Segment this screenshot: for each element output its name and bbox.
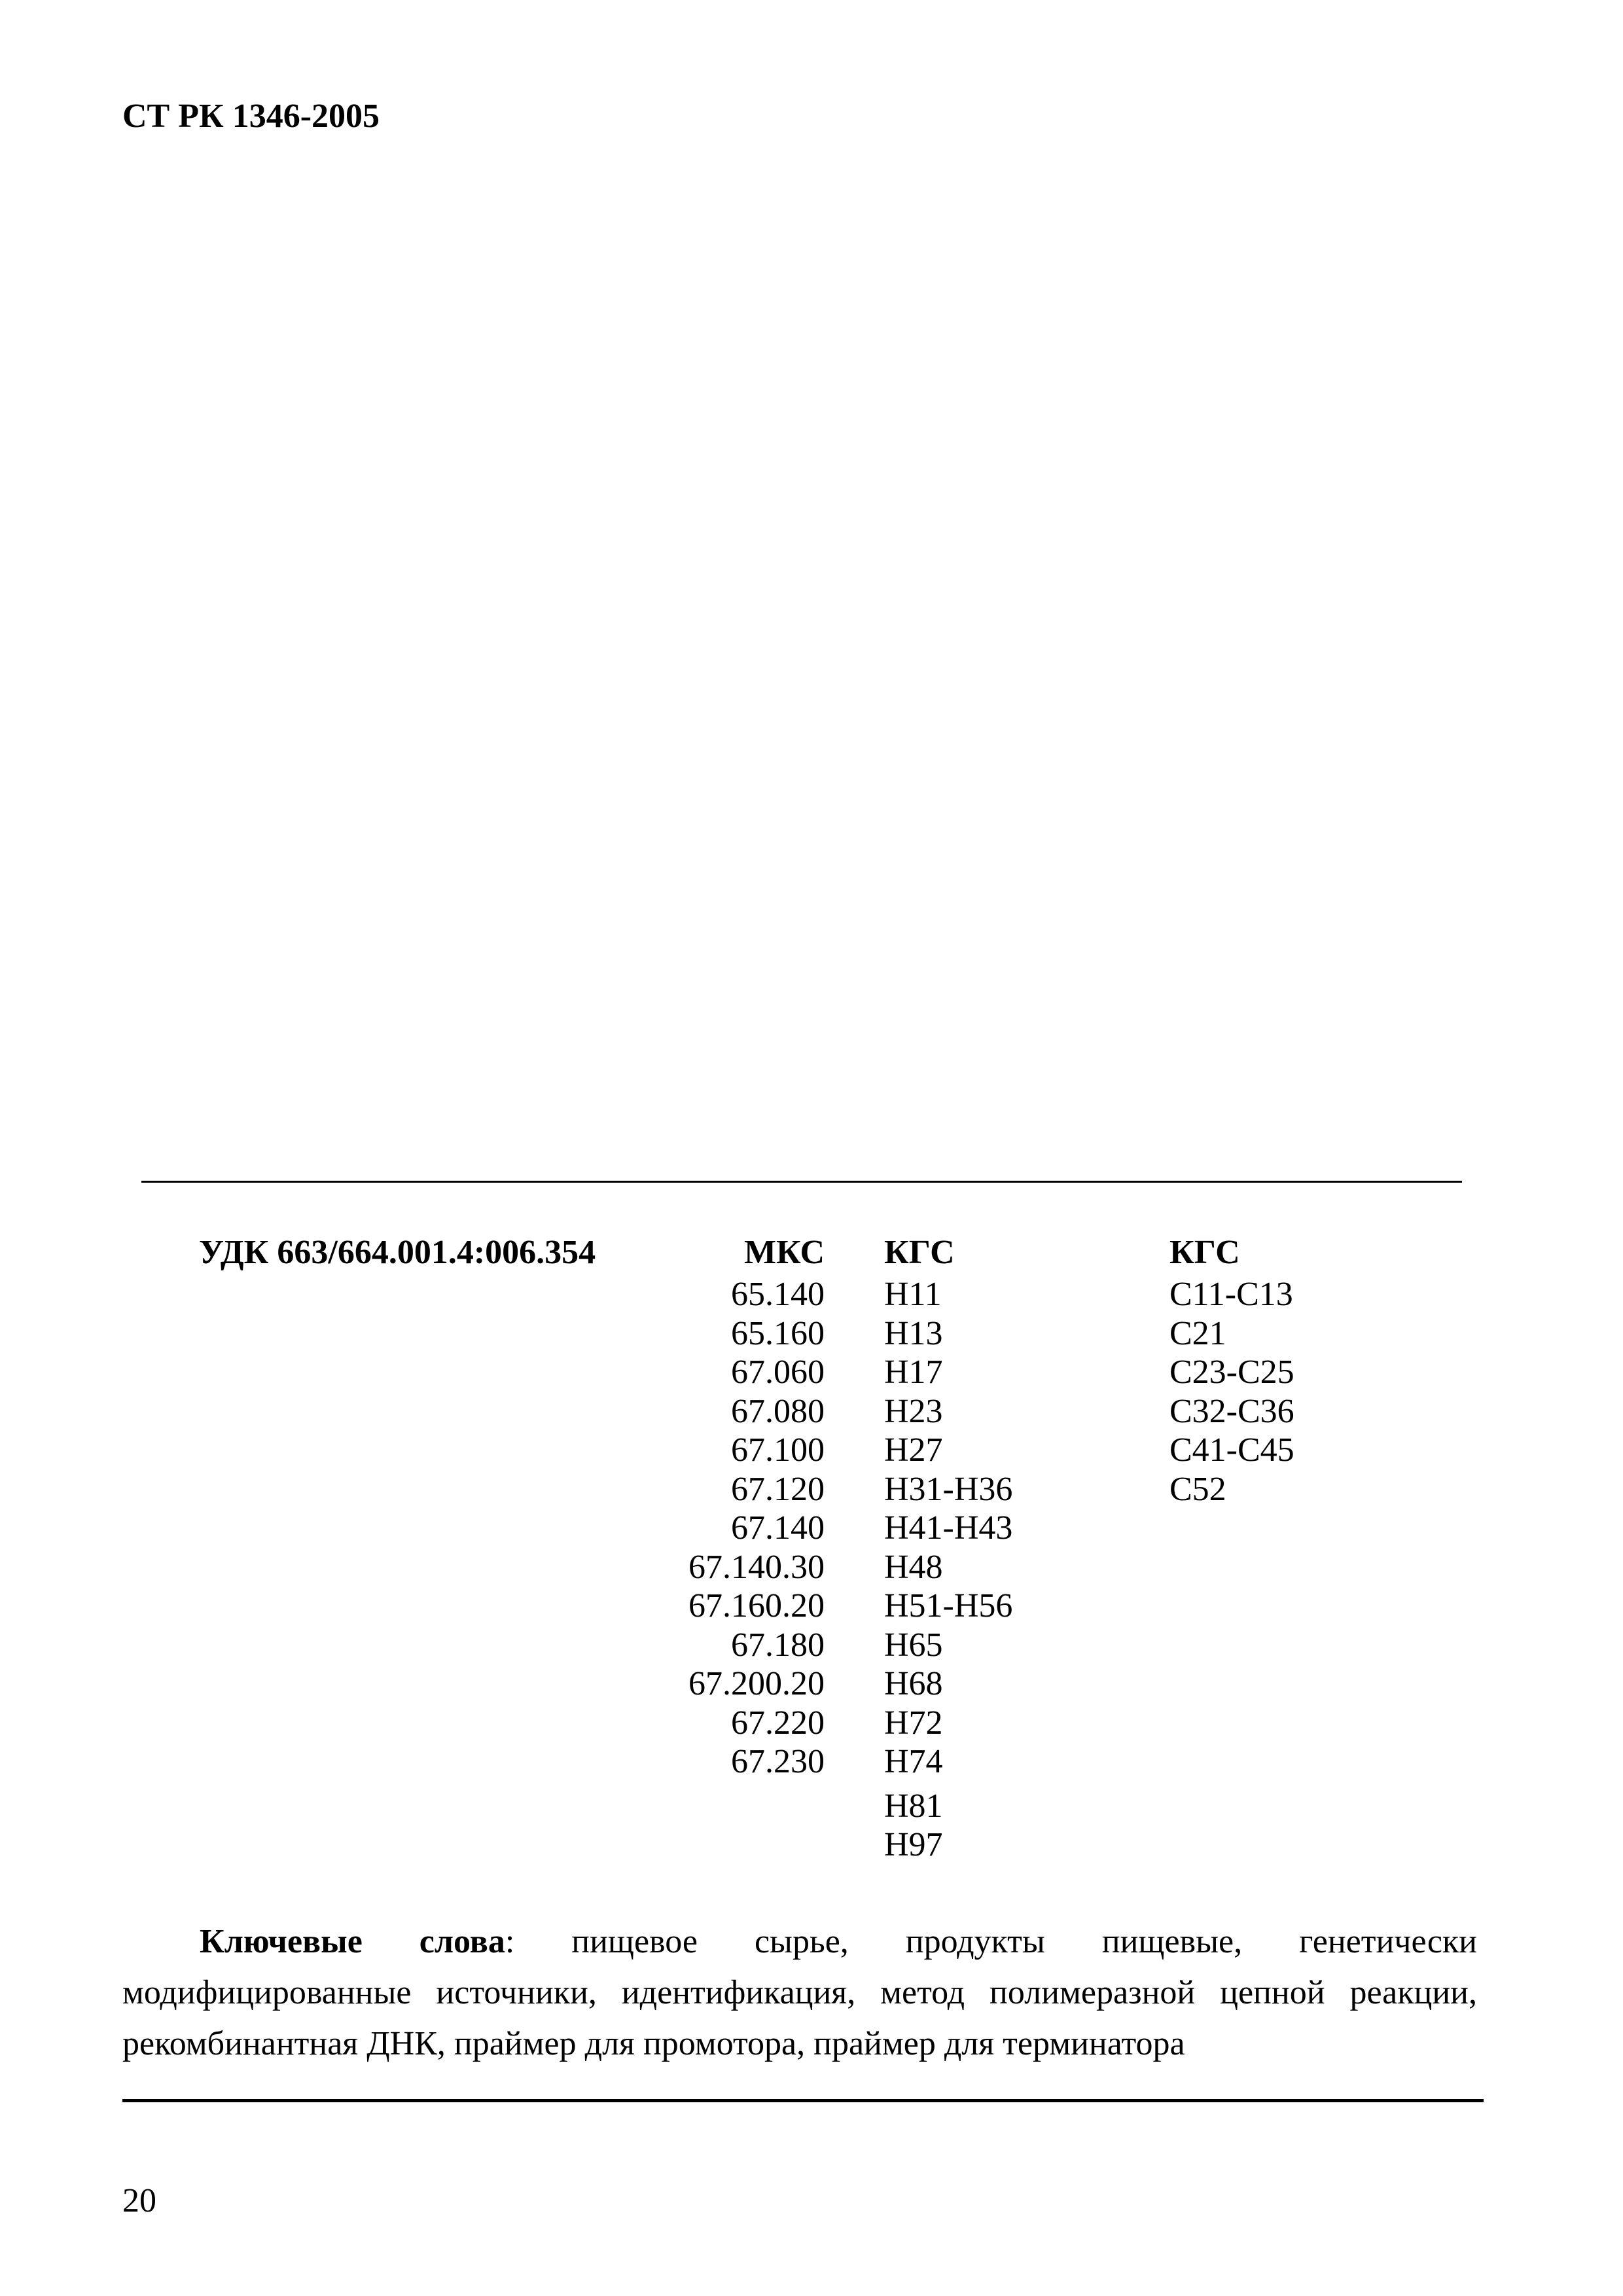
mks-code: 67.120 [731,1470,825,1508]
kgs-code: Н23 [884,1392,943,1430]
kgs-code: Н31-Н36 [884,1470,1013,1508]
kgs-code: Н17 [884,1354,943,1391]
kgs-code: С41-С45 [1169,1431,1294,1469]
mks-code: 67.230 [731,1743,825,1780]
document-code: СТ РК 1346-2005 [122,98,380,135]
mks-code: 67.180 [731,1626,825,1664]
mks-code: 65.140 [731,1276,825,1313]
mks-code: 67.100 [731,1431,825,1469]
kgs-code: Н27 [884,1431,943,1469]
kgs-list-1 [884,1275,1012,1865]
kgs-list-2 [1169,1275,1294,1509]
kgs-column-1 [884,1236,1012,1865]
kgs-code: Н81 [884,1787,943,1825]
kgs-code: Н97 [884,1826,943,1863]
kgs-code: Н72 [884,1704,943,1742]
mks-code: 65.160 [731,1314,825,1352]
mks-code: 67.140 [731,1509,825,1547]
mks-code: 67.200.20 [688,1665,825,1702]
kgs-code: С11-С13 [1169,1276,1293,1313]
keywords-label: Ключевые слова [200,1923,505,1960]
mks-code: 67.080 [731,1392,825,1430]
kgs-code: Н74 [884,1743,943,1780]
kgs-code: С23-С25 [1169,1354,1294,1391]
mks-column [668,1236,825,1782]
udk-code: УДК 663/664.001.4:006.354 [199,1234,596,1271]
mks-list [668,1275,825,1782]
kgs-heading-1: КГС [884,1234,955,1271]
keywords-paragraph [122,1916,1477,2070]
mks-code: 67.060 [731,1354,825,1391]
kgs-code: Н68 [884,1665,943,1702]
page-number: 20 [122,2182,156,2219]
kgs-code: Н65 [884,1626,943,1664]
kgs-code: С52 [1169,1470,1226,1508]
top-divider [141,1181,1462,1183]
mks-code: 67.160.20 [688,1587,825,1624]
keywords-text: : пищевое сырье, продукты пищевые, генетически модифицированные источники, идентификация, метод полимеразной цепной реакции, рекомбинантная ДНК, праймер для промотора, праймер для терминатора [122,1923,1477,2062]
kgs-code: Н41-Н43 [884,1509,1013,1547]
kgs-code: С32-С36 [1169,1392,1294,1430]
mks-code: 67.140.30 [688,1548,825,1586]
bottom-divider [122,2099,1484,2102]
mks-heading: МКС [743,1236,825,1271]
kgs-heading-2: КГС [1169,1234,1240,1271]
kgs-code: Н51-Н56 [884,1587,1013,1624]
kgs-code: Н11 [884,1276,942,1313]
kgs-code: Н48 [884,1548,943,1586]
mks-code: 67.220 [731,1704,825,1742]
kgs-column-2 [1169,1236,1294,1509]
kgs-code: С21 [1169,1314,1226,1352]
kgs-code: Н13 [884,1314,943,1352]
